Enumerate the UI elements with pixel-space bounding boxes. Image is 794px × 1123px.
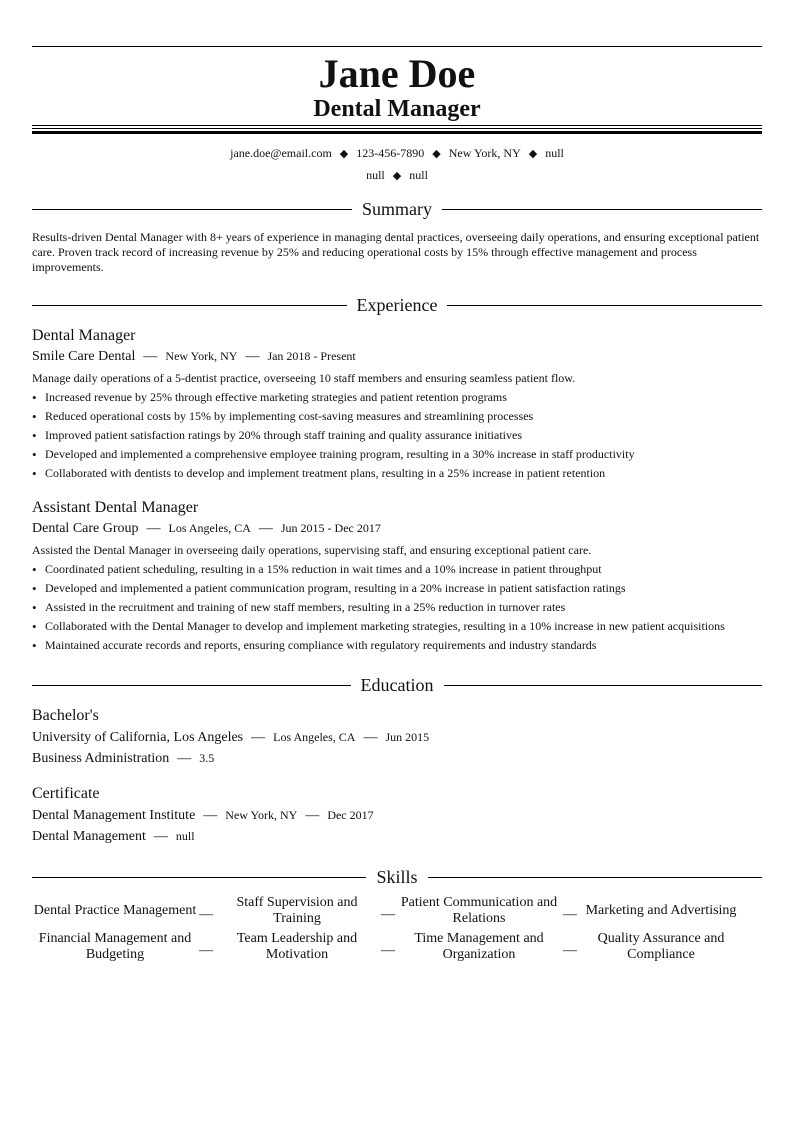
dash-separator: — xyxy=(153,829,168,844)
education-entry xyxy=(32,783,762,847)
education-meta xyxy=(32,805,762,826)
list-item xyxy=(32,598,762,617)
bullet-text: Assisted in the recruitment and training of new staff members, resulting in a 25% reduction in turnover rates xyxy=(45,600,566,614)
bullet-icon: • xyxy=(32,581,37,596)
section-title: Education xyxy=(360,675,434,695)
education-school: Dental Management Institute xyxy=(32,808,196,823)
dash-separator: — xyxy=(203,808,218,823)
education-field-line xyxy=(32,826,762,847)
job-dates: Jan 2018 - Present xyxy=(267,349,356,363)
diamond-icon: ◆ xyxy=(392,170,402,182)
list-item xyxy=(32,388,762,407)
education-date: Dec 2017 xyxy=(327,808,374,822)
education-location: Los Angeles, CA xyxy=(273,730,356,744)
dash-separator: — xyxy=(381,943,395,958)
header-rule-2 xyxy=(32,128,762,129)
section-rule xyxy=(447,305,762,306)
dash-separator: — xyxy=(177,751,192,766)
top-rule xyxy=(32,46,762,47)
skill-item: Quality Assurance and Compliance xyxy=(597,931,725,962)
skill-item: Time Management and Organization xyxy=(414,931,544,962)
education-gpa: 3.5 xyxy=(199,751,215,765)
section-rule xyxy=(32,209,352,210)
dash-separator: — xyxy=(146,521,161,536)
contact-extra-3: null xyxy=(409,168,428,182)
contact-phone: 123-456-7890 xyxy=(356,146,425,160)
list-item xyxy=(32,445,762,464)
diamond-icon: ◆ xyxy=(339,148,349,160)
job-company: Dental Care Group xyxy=(32,521,139,536)
section-title: Summary xyxy=(362,199,432,219)
dash-separator: — xyxy=(199,907,213,922)
job-title: Dental Manager xyxy=(32,327,136,344)
job-location: New York, NY xyxy=(165,349,238,363)
education-entry xyxy=(32,705,762,769)
contact-extra-1: null xyxy=(545,146,564,160)
bullet-icon: • xyxy=(32,466,37,481)
contact-line-2 xyxy=(32,165,762,187)
bullet-icon: • xyxy=(32,409,37,424)
section-rule xyxy=(444,685,763,686)
bullet-icon: • xyxy=(32,638,37,653)
diamond-icon: ◆ xyxy=(432,148,441,160)
skill-item: Dental Practice Management xyxy=(33,903,197,918)
job-meta xyxy=(32,347,762,366)
experience-entry xyxy=(32,497,762,655)
skill-item: Patient Communication and Relations xyxy=(400,895,558,926)
contact-block xyxy=(32,143,762,187)
skill-item: Financial Management and Budgeting xyxy=(38,931,192,962)
job-bullets xyxy=(32,388,762,483)
section-rule xyxy=(32,877,366,878)
bullet-text: Collaborated with dentists to develop and implement treatment plans, resulting in a 25% increase in patient retention xyxy=(45,466,606,480)
education-location: New York, NY xyxy=(225,808,298,822)
experience-entry xyxy=(32,325,762,483)
contact-line-1 xyxy=(32,143,762,165)
dash-separator: — xyxy=(251,730,266,745)
education-degree: Certificate xyxy=(32,785,100,802)
education-degree: Bachelor's xyxy=(32,707,99,724)
bullet-icon: • xyxy=(32,619,37,634)
bullet-icon: • xyxy=(32,562,37,577)
bullet-icon: • xyxy=(32,600,37,615)
candidate-name: Jane Doe xyxy=(318,51,476,96)
list-item xyxy=(32,560,762,579)
bullet-text: Increased revenue by 25% through effective marketing strategies and patient retention programs xyxy=(45,390,507,404)
list-item xyxy=(32,407,762,426)
education-school: University of California, Los Angeles xyxy=(32,730,244,745)
contact-extra-2: null xyxy=(366,168,385,182)
job-description: Assisted the Dental Manager in overseeing daily operations, supervising staff, and ensuring exceptional patient care. xyxy=(32,543,592,557)
candidate-title: Dental Manager xyxy=(313,96,481,122)
summary-text: Results-driven Dental Manager with 8+ years of experience in managing dental practices, overseeing daily operations, and ensuring exceptional patient care. Proven track record of increasing revenue by 25% and reducing operational costs by 15% through effective management and process improvements. xyxy=(32,230,760,274)
bullet-text: Improved patient satisfaction ratings by 20% through staff training and quality assurance initiatives xyxy=(45,428,522,442)
dash-separator: — xyxy=(143,349,158,364)
header-rule-3 xyxy=(32,131,762,134)
skill-item: Staff Supervision and Training xyxy=(236,895,358,926)
resume-page xyxy=(32,0,762,963)
section-header-summary xyxy=(32,197,762,221)
bullet-icon: • xyxy=(32,428,37,443)
bullet-text: Reduced operational costs by 15% by implementing cost-saving measures and streamlining processes xyxy=(45,409,534,423)
dash-separator: — xyxy=(563,907,577,922)
bullet-icon: • xyxy=(32,447,37,462)
job-bullets xyxy=(32,560,762,655)
education-field-line xyxy=(32,748,762,769)
dash-separator: — xyxy=(305,808,320,823)
diamond-icon: ◆ xyxy=(528,148,538,160)
job-dates: Jun 2015 - Dec 2017 xyxy=(280,521,381,535)
contact-email: jane.doe@email.com xyxy=(230,146,332,160)
education-meta xyxy=(32,727,762,748)
job-title: Assistant Dental Manager xyxy=(32,499,199,516)
section-title: Skills xyxy=(376,867,418,887)
bullet-text: Developed and implemented a comprehensive employee training program, resulting in a 30% increase in staff productivity xyxy=(45,447,635,461)
contact-location: New York, NY xyxy=(448,146,521,160)
section-rule xyxy=(32,685,351,686)
education-gpa: null xyxy=(175,829,195,843)
job-company: Smile Care Dental xyxy=(32,349,136,364)
dash-separator: — xyxy=(258,521,273,536)
skills-grid xyxy=(32,895,762,963)
education-date: Jun 2015 xyxy=(385,730,430,744)
section-header-experience xyxy=(32,293,762,317)
dash-separator: — xyxy=(381,907,395,922)
section-rule xyxy=(442,209,762,210)
education-field: Business Administration xyxy=(32,751,170,766)
dash-separator: — xyxy=(563,943,577,958)
section-header-skills xyxy=(32,865,762,889)
job-description: Manage daily operations of a 5-dentist practice, overseeing 10 staff members and ensuring seamless patient flow. xyxy=(32,371,576,385)
bullet-text: Coordinated patient scheduling, resulting in a 15% reduction in wait times and a 10% increase in patient throughput xyxy=(45,562,602,576)
list-item xyxy=(32,617,762,636)
job-meta xyxy=(32,519,762,538)
list-item xyxy=(32,579,762,598)
bullet-text: Collaborated with the Dental Manager to develop and implement marketing strategies, resulting in a 10% increase in new patient acquisitions xyxy=(45,619,725,633)
dash-separator: — xyxy=(199,943,213,958)
skill-item: Marketing and Advertising xyxy=(585,903,737,918)
section-rule xyxy=(32,305,347,306)
list-item xyxy=(32,636,762,655)
skill-item: Team Leadership and Motivation xyxy=(236,931,358,962)
bullet-text: Maintained accurate records and reports, ensuring compliance with regulatory requirements and industry standards xyxy=(45,638,597,652)
education-field: Dental Management xyxy=(32,829,146,844)
section-header-education xyxy=(32,673,762,697)
section-rule xyxy=(428,877,762,878)
list-item xyxy=(32,426,762,445)
header-rule-1 xyxy=(32,125,762,126)
dash-separator: — xyxy=(245,349,260,364)
job-location: Los Angeles, CA xyxy=(168,521,251,535)
bullet-icon: • xyxy=(32,390,37,405)
bullet-text: Developed and implemented a patient communication program, resulting in a 20% increase in patient satisfaction ratings xyxy=(45,581,626,595)
list-item xyxy=(32,464,762,483)
section-title: Experience xyxy=(356,295,438,315)
dash-separator: — xyxy=(363,730,378,745)
